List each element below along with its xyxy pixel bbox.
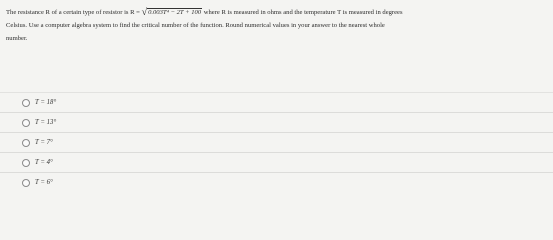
resistance-formula <box>142 5 203 19</box>
answer-choice-1[interactable] <box>0 92 553 112</box>
choice-label: T = 4° <box>35 159 53 166</box>
answer-choice-5[interactable] <box>0 172 553 192</box>
question-text <box>6 5 551 45</box>
formula-radicand: 0.003T⁴ − 2T + 100 <box>148 9 202 16</box>
question-line-2: Celsius. Use a computer algebra system to find the critical number of the function. Round numerical values in your answer to the nearest whole <box>6 22 385 29</box>
question-line-1 <box>6 5 551 19</box>
answer-choice-4[interactable] <box>0 152 553 172</box>
radio-button[interactable] <box>22 139 30 147</box>
square-root-icon: √ <box>141 7 148 18</box>
answer-choice-3[interactable] <box>0 132 553 152</box>
question-prefix: The resistance R of a certain type of resistor is R = <box>6 9 142 16</box>
radio-button[interactable] <box>22 159 30 167</box>
question-line-3: number. <box>6 35 28 42</box>
answer-choices <box>0 92 553 192</box>
question-suffix: where R is measured in ohms and the temperature T is measured in degrees <box>202 9 403 16</box>
choice-label: T = 6° <box>35 179 53 186</box>
choice-label: T = 18° <box>35 99 57 106</box>
choice-label: T = 7° <box>35 139 53 146</box>
answer-choice-2[interactable] <box>0 112 553 132</box>
radio-button[interactable] <box>22 179 30 187</box>
choice-label: T = 13° <box>35 119 57 126</box>
radio-button[interactable] <box>22 119 30 127</box>
radio-button[interactable] <box>22 99 30 107</box>
